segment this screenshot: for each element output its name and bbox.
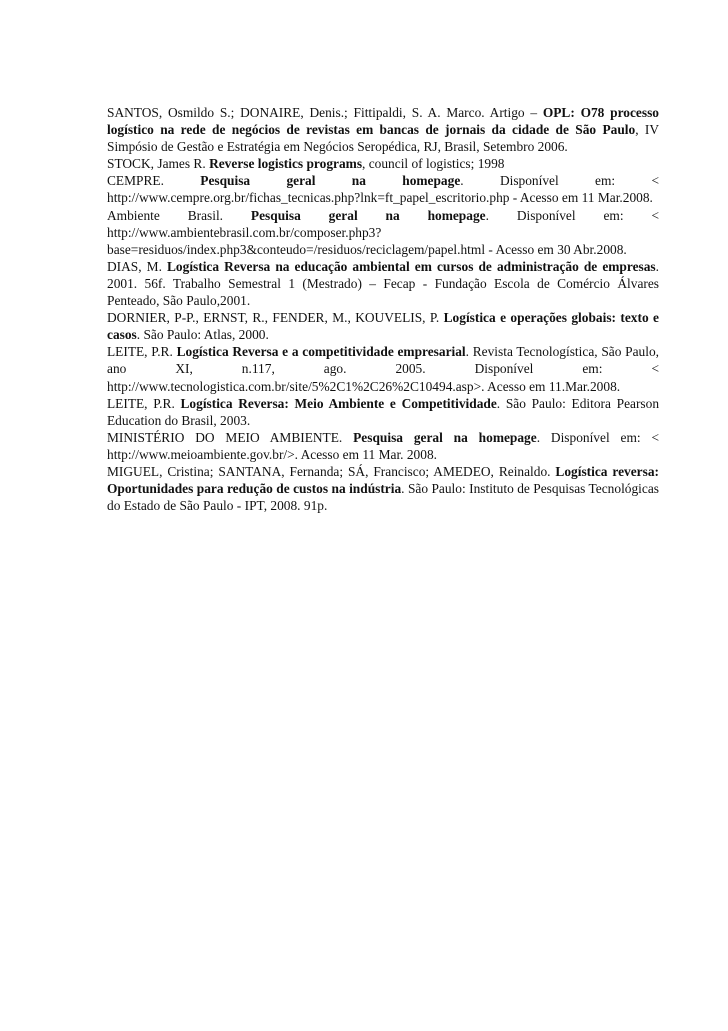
- reference-authors: Ambiente Brasil.: [107, 207, 251, 223]
- reference-title: Reverse logistics programs: [209, 156, 363, 172]
- reference-details: , council of logistics; 1998: [362, 156, 505, 172]
- reference-authors: MINISTÉRIO DO MEIO AMBIENTE.: [107, 429, 354, 445]
- reference-dornier: [107, 309, 659, 343]
- reference-ambiente-brasil: [107, 207, 659, 258]
- reference-title: Pesquisa geral na homepage: [250, 207, 486, 223]
- reference-authors: LEITE, P.R.: [107, 395, 181, 411]
- reference-details: . Revista Tecnologística, São Paulo, ano XI, n.117, ago. 2005. Disponível em: < http://www.tecnologistica.com.br/site/5%2C1%2C26%2C10494.asp>. Acesso em 11.Mar.2008.: [107, 344, 659, 394]
- reference-details: . São Paulo: Instituto de Pesquisas Tecnológicas do Estado de São Paulo - IPT, 2008. 91p.: [107, 481, 659, 514]
- reference-details: . Disponível em: < http://www.ambientebrasil.com.br/composer.php3?base=residuos/index.php3&conteudo=/residuos/reciclagem/papel.html - Acesso em 30 Abr.2008.: [107, 207, 659, 257]
- reference-title: OPL: O78 processo logístico na rede de negócios de revistas em bancas de jornais da cidade de São Paulo: [107, 105, 659, 138]
- reference-details: . São Paulo: Editora Pearson Education do Brasil, 2003.: [107, 395, 660, 428]
- reference-ministerio: [107, 429, 659, 463]
- reference-title: Logística Reversa: Meio Ambiente e Competitividade: [180, 395, 497, 411]
- reference-title: Logística reversa: Oportunidades para redução de custos na indústria: [107, 463, 659, 497]
- reference-authors: SANTOS, Osmildo S.; DONAIRE, Denis.; Fittipaldi, S. A. Marco. Artigo –: [107, 105, 543, 120]
- reference-details: . Disponível em: < http://www.cempre.org.br/fichas_tecnicas.php?lnk=ft_papel_escritorio.php - Acesso em 11 Mar.2008.: [107, 173, 659, 206]
- reference-details: . 2001. 56f. Trabalho Semestral 1 (Mestrado) – Fecap - Fundação Escola de Comércio Álvares Penteado, São Paulo,2001.: [107, 258, 659, 309]
- reference-title: Pesquisa geral na homepage: [353, 429, 537, 445]
- reference-santos: [107, 104, 659, 155]
- reference-dias: [107, 258, 659, 309]
- reference-leite-2003: [107, 395, 659, 429]
- reference-leite-2005: [107, 343, 659, 394]
- reference-details: . Disponível em: < http://www.meioambiente.gov.br/>. Acesso em 11 Mar. 2008.: [107, 429, 660, 462]
- reference-details: , IV Simpósio de Gestão e Estratégia em Negócios Seropédica, RJ, Brasil, Setembro 2006.: [107, 122, 659, 155]
- reference-authors: STOCK, James R.: [107, 156, 210, 172]
- reference-title: Logística Reversa e a competitividade empresarial: [176, 344, 466, 360]
- reference-title: Logística Reversa na educação ambiental em cursos de administração de empresas: [167, 258, 656, 274]
- reference-title: Logística e operações globais: texto e casos: [107, 310, 659, 343]
- reference-authors: LEITE, P.R.: [107, 344, 177, 360]
- reference-authors: CEMPRE.: [107, 173, 201, 189]
- reference-authors: MIGUEL, Cristina; SANTANA, Fernanda; SÁ, Francisco; AMEDEO, Reinaldo.: [107, 463, 556, 479]
- reference-authors: DIAS, M.: [107, 258, 167, 274]
- reference-miguel: [107, 463, 659, 514]
- reference-stock: [107, 155, 659, 172]
- reference-details: . São Paulo: Atlas, 2000.: [136, 327, 269, 343]
- reference-list: [107, 104, 659, 514]
- reference-cempre: [107, 172, 659, 206]
- reference-authors: DORNIER, P-P., ERNST, R., FENDER, M., KOUVELIS, P.: [107, 310, 444, 326]
- reference-title: Pesquisa geral na homepage: [200, 173, 461, 189]
